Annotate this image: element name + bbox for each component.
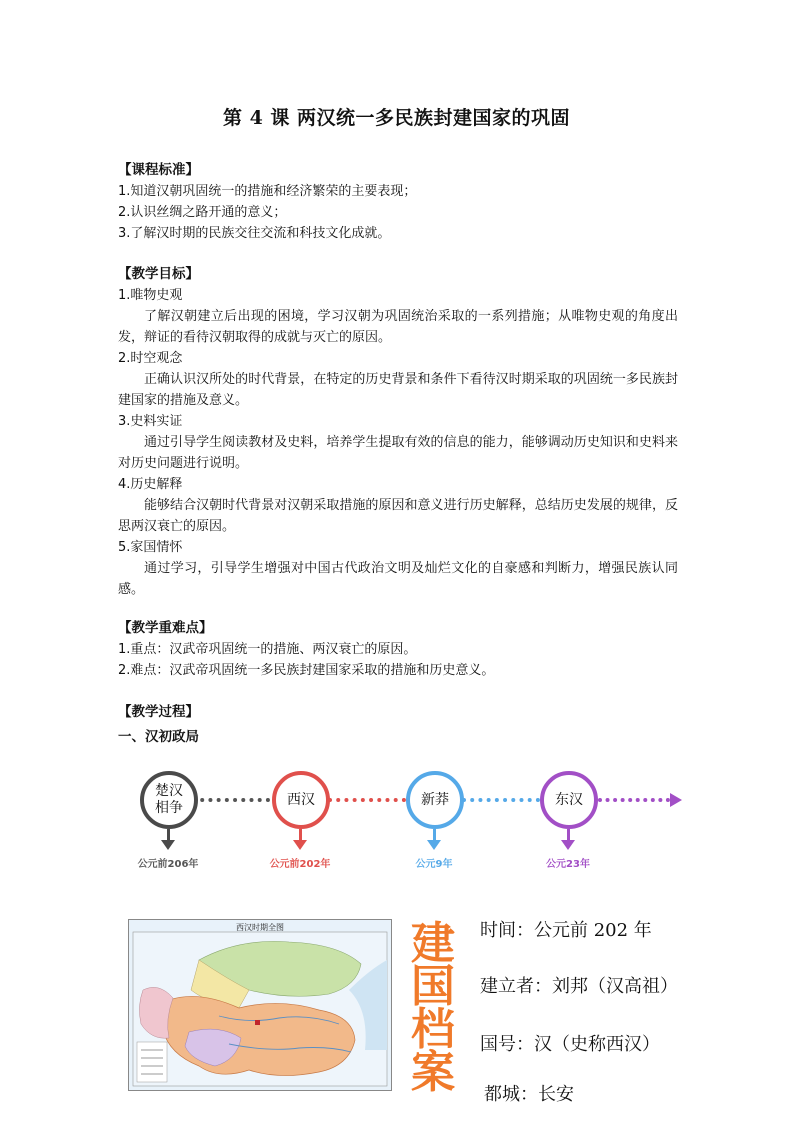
standards-item: 3.了解汉时期的民族交往交流和科技文化成就。 — [118, 226, 391, 241]
goal-title: 2.时空观念 — [118, 351, 183, 366]
key-point-item: 1.重点：汉武帝巩固统一的措施、两汉衰亡的原因。 — [118, 642, 417, 657]
page-title: 第 4 课 两汉统一多民族封建国家的巩固 — [222, 107, 571, 129]
timeline-arrow-icon — [561, 840, 575, 850]
goal-title: 4.历史解释 — [118, 477, 183, 492]
badge-char: 建 — [411, 918, 455, 969]
timeline-arrow-icon — [161, 840, 175, 850]
western-han-map — [128, 919, 392, 1091]
goals-heading: 【教学目标】 — [118, 266, 199, 282]
goals-section — [118, 264, 678, 600]
timeline-date: 公元前206年 — [137, 859, 199, 870]
standards-item: 1.知道汉朝巩固统一的措施和经济繁荣的主要表现； — [118, 184, 417, 199]
goal-text: 能够结合汉朝时代背景对汉朝采取措施的原因和意义进行历史解释，总结历史发展的规律，反思两汉衰亡的原因。 — [118, 498, 678, 534]
archive-badge — [408, 918, 458, 1098]
goal-title: 1.唯物史观 — [118, 288, 183, 303]
key-points-heading: 【教学重难点】 — [118, 620, 213, 636]
timeline-end-arrow-icon — [670, 793, 682, 807]
process-section — [118, 702, 678, 723]
timeline-date: 公元9年 — [415, 859, 453, 870]
key-point-item: 2.难点：汉武帝巩固统一多民族封建国家采取的措施和历史意义。 — [118, 663, 495, 678]
archive-fact-founder: 建立者：刘邦（汉高祖） — [480, 976, 678, 997]
goal-title: 5.家国情怀 — [118, 540, 183, 555]
timeline-node-label: 东汉 — [555, 791, 583, 808]
map-title: 西汉时期全图 — [236, 923, 284, 932]
goal-text: 通过引导学生阅读教材及史料，培养学生提取有效的信息的能力，能够调动历史知识和史料来对历史问题进行说明。 — [118, 435, 678, 471]
archive-fact-time: 时间：公元前 202 年 — [480, 920, 652, 941]
timeline-node-label: 新莽 — [421, 791, 449, 808]
timeline-node — [540, 771, 598, 829]
standards-heading: 【课程标准】 — [118, 162, 199, 178]
process-sub-heading: 一、汉初政局 — [118, 729, 199, 745]
process-heading: 【教学过程】 — [118, 704, 199, 720]
timeline-connector — [192, 798, 270, 802]
timeline-date: 公元前202年 — [269, 859, 331, 870]
timeline-connector — [462, 798, 540, 802]
goal-title: 3.史料实证 — [118, 414, 183, 429]
timeline-node-label: 楚汉 相争 — [155, 783, 183, 816]
dynasty-timeline — [130, 765, 690, 875]
badge-char: 案 — [411, 1047, 455, 1098]
standards-item: 2.认识丝绸之路开通的意义； — [118, 205, 287, 220]
badge-char: 国 — [411, 961, 455, 1012]
archive-fact-capital: 都城：长安 — [484, 1084, 574, 1105]
archive-fact-name: 国号：汉（史称西汉） — [480, 1034, 660, 1055]
timeline-date: 公元23年 — [546, 859, 590, 870]
key-points-section — [118, 618, 678, 681]
timeline-node — [140, 771, 198, 829]
timeline-connector — [598, 798, 670, 802]
timeline-arrow-icon — [427, 840, 441, 850]
timeline-connector — [328, 798, 406, 802]
timeline-node-label: 西汉 — [287, 791, 315, 808]
timeline-node — [272, 771, 330, 829]
standards-section — [118, 160, 678, 244]
goal-text: 了解汉朝建立后出现的困境，学习汉朝为巩固统治采取的一系列措施；从唯物史观的角度出发，辩证的看待汉朝取得的成就与灭亡的原因。 — [118, 309, 678, 345]
timeline-node — [406, 771, 464, 829]
goal-text: 通过学习，引导学生增强对中国古代政治文明及灿烂文化的自豪感和判断力，增强民族认同感。 — [118, 561, 678, 597]
map-illustration — [129, 920, 391, 1090]
timeline-arrow-icon — [293, 840, 307, 850]
goal-text: 正确认识汉所处的时代背景，在特定的历史背景和条件下看待汉时期采取的巩固统一多民族封建国家的措施及意义。 — [118, 372, 678, 408]
badge-char: 档 — [411, 1004, 455, 1055]
